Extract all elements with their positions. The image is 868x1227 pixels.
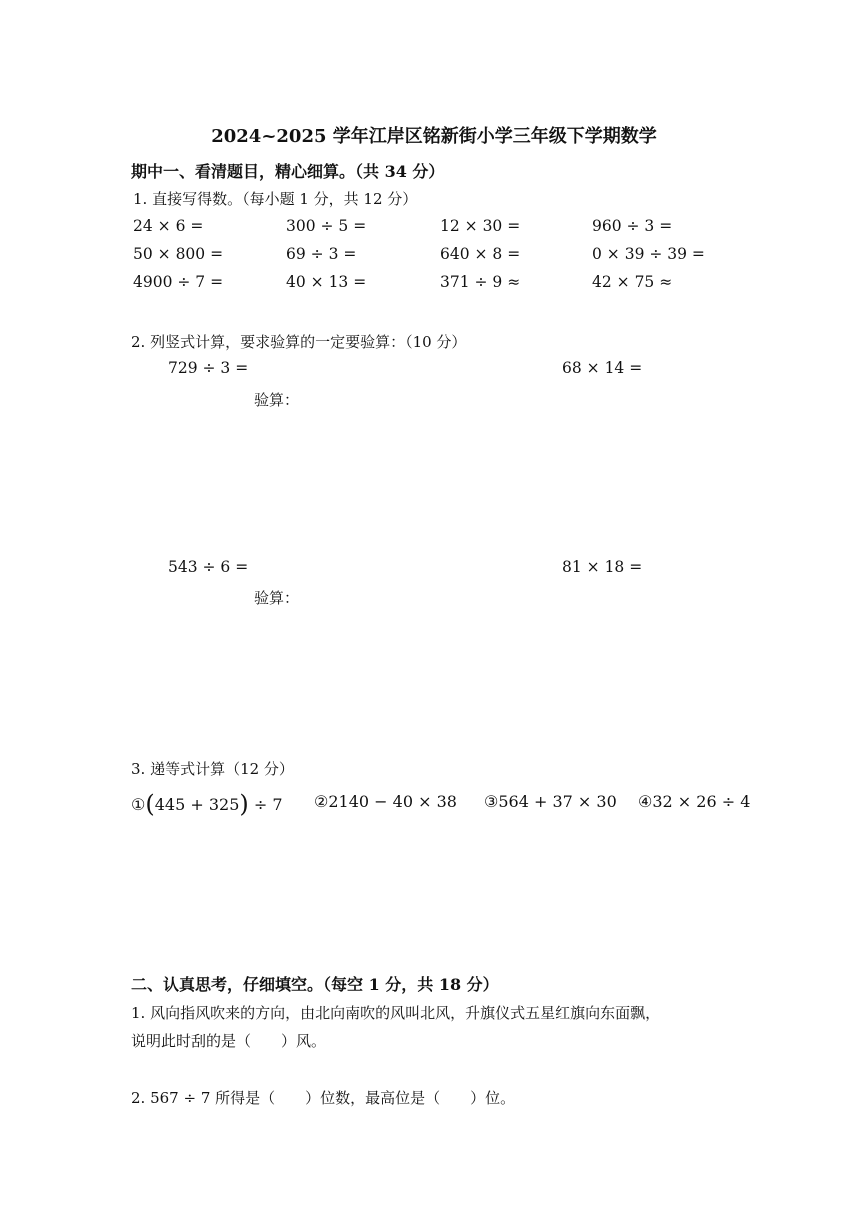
q2-item: 81 × 18 = <box>562 558 643 576</box>
q1-item: 300 ÷ 5 = <box>286 217 367 235</box>
q3-item <box>638 792 750 811</box>
check-label: 验算： <box>254 589 300 607</box>
q3-item <box>131 788 283 816</box>
q3-item-number: ① <box>131 795 146 814</box>
q1-item: 40 × 13 = <box>286 273 367 291</box>
q1-item: 0 × 39 ÷ 39 = <box>592 245 705 263</box>
q3-heading: 3. 递等式计算（12 分） <box>131 760 294 778</box>
q2-heading: 2. 列竖式计算，要求验算的一定要验算：（10 分） <box>131 333 467 351</box>
check-label: 验算： <box>254 391 300 409</box>
section-1-header: 期中一、看清题目，精心细算。（共 34 分） <box>131 162 445 181</box>
q3-item-tail: ÷ 7 <box>248 795 283 814</box>
q2-item: 729 ÷ 3 = <box>168 359 249 377</box>
page-title: 2024~2025 学年江岸区铭新街小学三年级下学期数学 <box>211 126 657 147</box>
q1-item: 50 × 800 = <box>133 245 224 263</box>
q1-heading: 1. 直接写得数。（每小题 1 分，共 12 分） <box>133 190 418 208</box>
q3-item-number: ③ <box>484 792 499 811</box>
open-paren: ( <box>145 790 155 818</box>
q1-item: 69 ÷ 3 = <box>286 245 357 263</box>
q3-item-body: 564 + 37 × 30 <box>498 792 617 811</box>
section-2-header: 二、认真思考，仔细填空。（每空 1 分，共 18 分） <box>131 975 499 994</box>
q1-item: 371 ÷ 9 ≈ <box>440 273 521 291</box>
q3-item-body: 445 + 325 <box>154 795 240 814</box>
q3-item-number: ④ <box>638 792 653 811</box>
q2-item: 68 × 14 = <box>562 359 643 377</box>
close-paren: ) <box>239 790 249 818</box>
q3-item <box>484 792 617 811</box>
s2-q1-text: 说明此时刮的是（ ）风。 <box>131 1032 327 1050</box>
q3-item-body: 32 × 26 ÷ 4 <box>652 792 751 811</box>
s2-q1-text: 1. 风向指风吹来的方向，由北向南吹的风叫北风，升旗仪式五星红旗向东面飘， <box>131 1004 661 1022</box>
q3-item-body: 2140 − 40 × 38 <box>328 792 457 811</box>
q1-item: 12 × 30 = <box>440 217 521 235</box>
s2-q2-text: 2. 567 ÷ 7 所得是（ ）位数，最高位是（ ）位。 <box>131 1089 516 1107</box>
q1-item: 4900 ÷ 7 = <box>133 273 224 291</box>
q1-item: 640 × 8 = <box>440 245 521 263</box>
q3-item-number: ② <box>314 792 329 811</box>
q2-item: 543 ÷ 6 = <box>168 558 249 576</box>
q1-item: 24 × 6 = <box>133 217 204 235</box>
q1-item: 960 ÷ 3 = <box>592 217 673 235</box>
q3-item <box>314 792 457 811</box>
q1-item: 42 × 75 ≈ <box>592 273 673 291</box>
